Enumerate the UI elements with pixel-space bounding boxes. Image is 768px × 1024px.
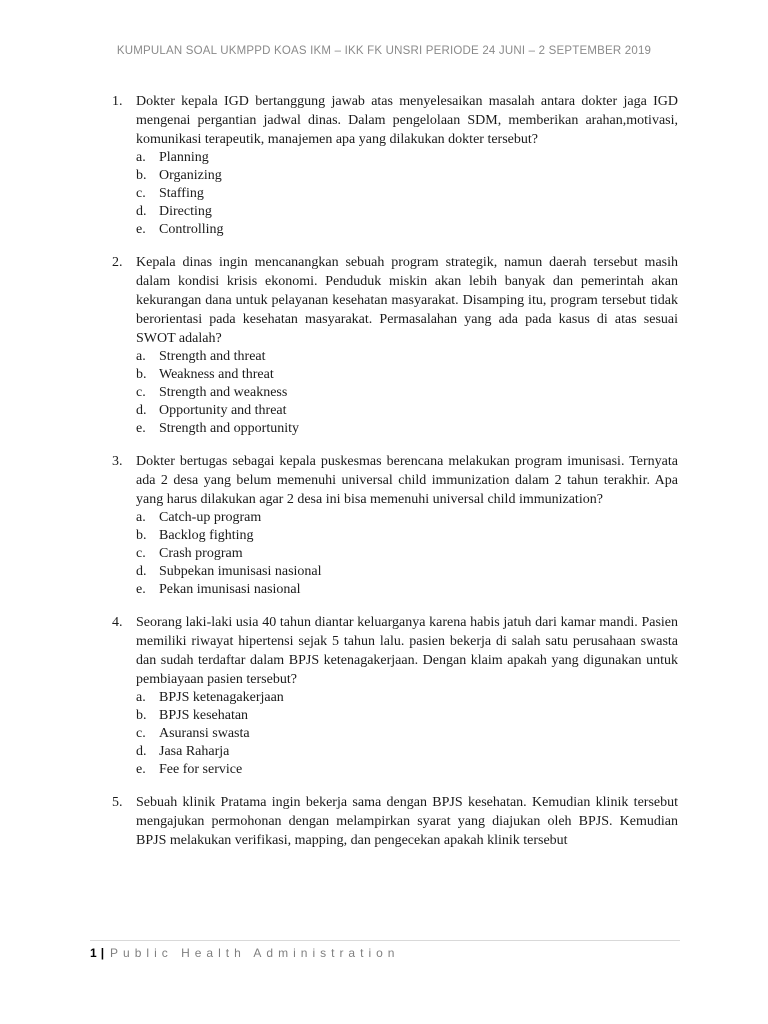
option-letter: b.: [136, 367, 147, 382]
option-text: Strength and weakness: [159, 385, 288, 400]
option-item: [136, 725, 678, 743]
option-text: BPJS kesehatan: [159, 708, 249, 723]
option-letter: d.: [136, 564, 147, 579]
option-item: [136, 509, 678, 527]
option-item: [136, 384, 678, 402]
option-item: [136, 185, 678, 203]
question-item: [112, 92, 678, 239]
page-footer: [90, 945, 399, 961]
option-item: [136, 527, 678, 545]
option-text: Crash program: [159, 546, 243, 561]
footer-divider: [90, 940, 680, 941]
option-item: [136, 761, 678, 779]
option-list: [136, 689, 678, 779]
option-item: [136, 167, 678, 185]
question-text: Kepala dinas ingin mencanangkan sebuah program strategik, namun daerah tersebut masih dalam kondisi krisis ekonomi. Penduduk miskin akan lebih banyak dan pemerintah akan kekurangan dana untuk pelayanan kesehatan masyarakat. Disamping itu, program tersebut tidak berorientasi pada kesehatan masyarakat. Permasalahan yang ada pada kasus di atas sesuai SWOT adalah?: [136, 255, 678, 346]
option-letter: a.: [136, 349, 146, 364]
option-item: [136, 581, 678, 599]
option-letter: a.: [136, 150, 146, 165]
option-text: Opportunity and threat: [159, 403, 287, 418]
option-letter: a.: [136, 690, 146, 705]
page-number: 1: [90, 946, 97, 960]
option-text: Jasa Raharja: [159, 744, 230, 759]
option-item: [136, 402, 678, 420]
option-text: Fee for service: [159, 762, 243, 777]
option-text: Backlog fighting: [159, 528, 254, 543]
option-text: Strength and opportunity: [159, 421, 299, 436]
option-text: Asuransi swasta: [159, 726, 250, 741]
question-number: 5.: [112, 795, 123, 810]
option-letter: c.: [136, 186, 146, 201]
question-number: 1.: [112, 94, 123, 109]
option-letter: b.: [136, 168, 147, 183]
option-item: [136, 707, 678, 725]
question-list: [112, 92, 678, 864]
option-list: [136, 509, 678, 599]
question-text: Seorang laki-laki usia 40 tahun diantar keluarganya karena habis jatuh dari kamar mandi. Pasien memiliki riwayat hipertensi sejak 5 tahun lalu. pasien bekerja di salah satu perusahaan swasta dan sudah terdaftar dalam BPJS ketenagakerjaan. Dengan klaim apakah yang digunakan untuk pembiayaan pasien tersebut?: [136, 615, 678, 687]
option-letter: e.: [136, 222, 146, 237]
option-letter: d.: [136, 204, 147, 219]
option-text: BPJS ketenagakerjaan: [159, 690, 284, 705]
option-letter: b.: [136, 708, 147, 723]
option-text: Controlling: [159, 222, 224, 237]
question-number: 4.: [112, 615, 123, 630]
option-item: [136, 149, 678, 167]
option-letter: a.: [136, 510, 146, 525]
option-item: [136, 743, 678, 761]
option-list: [136, 149, 678, 239]
question-item: [112, 793, 678, 850]
option-item: [136, 420, 678, 438]
footer-separator: |: [100, 946, 105, 960]
option-item: [136, 545, 678, 563]
option-item: [136, 203, 678, 221]
question-item: [112, 613, 678, 779]
option-item: [136, 348, 678, 366]
question-item: [112, 253, 678, 438]
option-text: Organizing: [159, 168, 222, 183]
option-text: Planning: [159, 150, 209, 165]
option-text: Strength and threat: [159, 349, 266, 364]
option-text: Catch-up program: [159, 510, 262, 525]
option-letter: e.: [136, 582, 146, 597]
question-item: [112, 452, 678, 599]
option-text: Directing: [159, 204, 212, 219]
option-text: Staffing: [159, 186, 204, 201]
option-text: Weakness and threat: [159, 367, 274, 382]
footer-label: Public Health Administration: [110, 946, 400, 960]
option-letter: d.: [136, 403, 147, 418]
option-letter: c.: [136, 385, 146, 400]
option-text: Subpekan imunisasi nasional: [159, 564, 322, 579]
option-text: Pekan imunisasi nasional: [159, 582, 301, 597]
question-text: Sebuah klinik Pratama ingin bekerja sama dengan BPJS kesehatan. Kemudian klinik tersebut mengajukan permohonan dengan melampirkan syarat yang diajukan oleh BPJS. Kemudian BPJS melakukan verifikasi, mapping, dan pengecekan apakah klinik tersebut: [136, 795, 678, 848]
option-letter: d.: [136, 744, 147, 759]
option-item: [136, 221, 678, 239]
question-number: 3.: [112, 454, 123, 469]
option-letter: c.: [136, 726, 146, 741]
option-item: [136, 563, 678, 581]
page-header: KUMPULAN SOAL UKMPPD KOAS IKM – IKK FK UNSRI PERIODE 24 JUNI – 2 SEPTEMBER 2019: [116, 45, 652, 57]
option-letter: e.: [136, 421, 146, 436]
question-text: Dokter bertugas sebagai kepala puskesmas berencana melakukan program imunisasi. Ternyata ada 2 desa yang belum memenuhi universal child immunization dalam 2 tahun terakhir. Apa yang harus dilakukan agar 2 desa ini bisa memenuhi universal child immunization?: [136, 454, 678, 507]
option-item: [136, 689, 678, 707]
question-text: Dokter kepala IGD bertanggung jawab atas menyelesaikan masalah antara dokter jaga IGD mengenai pergantian jadwal dinas. Dalam pengelolaan SDM, memberikan arahan,motivasi, komunikasi terapeutik, manajemen apa yang dilakukan dokter tersebut?: [136, 94, 678, 147]
option-list: [136, 348, 678, 438]
question-number: 2.: [112, 255, 123, 270]
option-letter: e.: [136, 762, 146, 777]
option-item: [136, 366, 678, 384]
option-letter: b.: [136, 528, 147, 543]
option-letter: c.: [136, 546, 146, 561]
